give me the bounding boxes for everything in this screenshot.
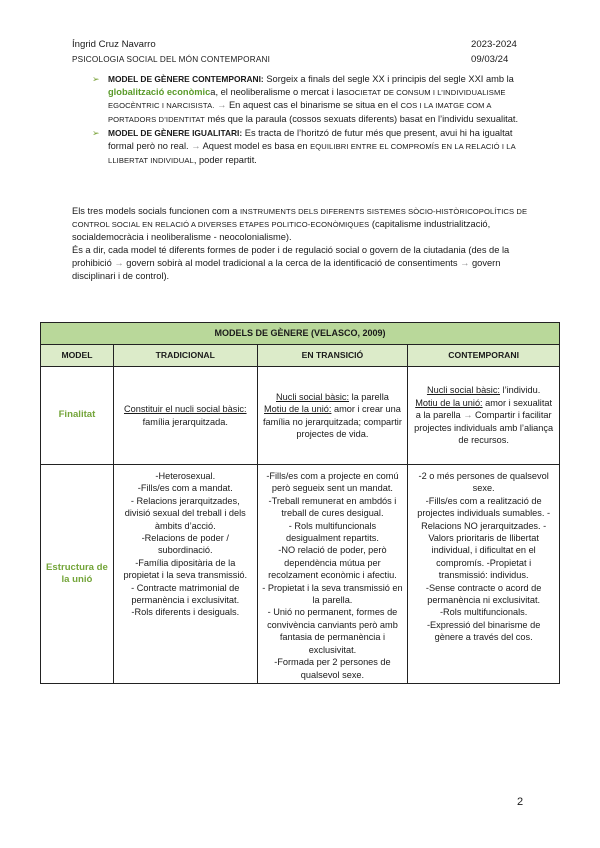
column-header-contemporani: CONTEMPORANI [408, 345, 560, 367]
table-title: MODELS DE GÈNERE (VELASCO, 2009) [41, 323, 560, 345]
body-paragraph [72, 205, 532, 283]
column-header-en-transicio: EN TRANSICIÓ [257, 345, 408, 367]
underlined-term: Nucli social bàsic: [276, 391, 350, 402]
column-header-tradicional: TRADICIONAL [113, 345, 257, 367]
smallcaps-text: EQUILIBRI ENTRE EL COMPROMÍS EN LA RELACIÓ I LA LLIBERTAT INDIVIDUAL [108, 141, 516, 165]
paragraph-text: Els tres models socials funcionen com a [72, 206, 240, 216]
list-item: - Propietat i la seva transmissió en la parella. [262, 582, 403, 606]
paragraph-line [72, 244, 532, 283]
arrow-icon: → [460, 258, 470, 268]
academic-year: 2023-2024 [471, 39, 517, 50]
bullet-contemporani [92, 73, 532, 126]
cell-finalitat-tradicional [113, 367, 257, 465]
list-item: -Fills/es com a projecte en comú però segueix sent un mandat. [266, 471, 399, 494]
bullet-text: Sorgeix a finals del segle XX i principis del segle XXI amb la [263, 74, 514, 84]
paragraph-text: govern disciplinari i de control). [72, 258, 501, 281]
smallcaps-text: INSTRUMENTS DELS DIFERENTS SISTEMES SÒCIO-HISTÒRICOPOLÍTICS DE CONTROL SOCIAL EN RELACIÓ A DIVERSES ETAPES POLITICO-ECONÒMIQUES [72, 207, 528, 229]
list-item: -Fills/es com a realització de projectes individuals sumables. -Relacions NO jerarquitzades. -Valors prioritaris de llibertat individual, i dificultat en el compromís. -Propietat i transmissió: individus. [417, 495, 551, 581]
list-item: - Unió no permanent, formes de convivència canviants però amb fantasia de permanència i exclusivitat. [267, 607, 398, 655]
list-item: -Relacions de poder / subordinació. [141, 533, 229, 556]
cell-text: la parella [349, 391, 389, 402]
document-date: 09/03/24 [471, 54, 509, 65]
cell-finalitat-transicio [257, 367, 408, 465]
smallcaps-text: SOCIETAT DE CONSUM I L’INDIVIDUALISME EGOCÈNTRIC I NARCISISTA. [108, 87, 506, 111]
cell-text: Compartir i facilitar projectes individuals amb l’aliança de recursos. [414, 410, 554, 446]
cell-text: família jerarquitzada. [142, 416, 228, 427]
underlined-term: Nucli social bàsic: [426, 385, 500, 396]
arrow-bullet-icon: ➢ [92, 74, 100, 84]
bullet-text: Es tracta de l’horitzó de futur més que present, avui hi ha igualtat formal però no real. [108, 128, 513, 151]
author-name: Íngrid Cruz Navarro [72, 39, 156, 50]
paragraph-text: (capitalisme industrialització, socialdemocràcia i neoliberalisme - neocolonialisme). [72, 219, 491, 242]
table-row-estructura [41, 465, 560, 684]
page-number: 2 [517, 796, 524, 808]
cell-text: l’individu. [499, 385, 541, 396]
row-label-finalitat: Finalitat [41, 367, 114, 465]
underlined-term: Motiu de la unió: [264, 404, 332, 415]
arrow-icon: → [463, 410, 473, 421]
paragraph-text: govern sobirà al model tradicional a la cerca de la identificació de consentiments [123, 258, 461, 268]
list-item: -Sense contracte o acord de permanència ni exclusivitat. [425, 582, 542, 606]
cell-estructura-contemporani [408, 465, 560, 684]
list-item: - Rols multifuncionals desigualment repartits. [285, 520, 379, 544]
list-item: -Família dipositària de la propietat i la seva transmissió. [123, 557, 248, 581]
row-label-estructura: Estructura de la unió [41, 465, 114, 684]
list-item: -2 o més persones de qualsevol sexe. [418, 471, 549, 494]
arrow-bullet-icon: ➢ [92, 128, 100, 139]
cell-text: amor i sexualitat a la parella [415, 397, 553, 421]
arrow-icon: → [114, 258, 124, 268]
paragraph-line [72, 205, 532, 244]
cell-estructura-tradicional [113, 465, 257, 684]
list-item: - Contracte matrimonial de permanència i exclusivitat. [131, 582, 240, 606]
bullet-list [92, 73, 532, 168]
list-item: -Expressió del binarisme de gènere a través del cos. [426, 619, 541, 643]
table-header-row [41, 345, 560, 367]
gender-models-table [40, 322, 560, 684]
arrow-icon: → [188, 140, 203, 151]
list-item: -Rols diferents i desiguals. [131, 607, 240, 618]
list-item: -Fills/es com a mandat. [137, 483, 233, 494]
arrow-icon: → [214, 100, 229, 111]
bullet-title: MODEL DE GÈNERE IGUALITARI: [108, 128, 243, 139]
smallcaps-text: COS I LA IMATGE COM A PORTADORS D’IDENTITAT [108, 101, 492, 124]
bullet-text: a, el neoliberalisme o mercat i la [210, 86, 344, 97]
table-row-finalitat [41, 367, 560, 465]
list-item: -Treball remunerat en ambdós i treball de cures desigual. [268, 495, 397, 519]
cell-text: amor i crear una família no jerarquitzada; compartir projectes de vida. [262, 404, 402, 439]
underlined-term: Motiu de la unió: [415, 397, 483, 408]
list-item: -Rols multifuncionals. [439, 607, 528, 618]
bullet-text: En aquest cas el binarisme se situa en el [228, 100, 401, 111]
column-header-model: MODEL [41, 345, 114, 367]
list-item: -Formada per 2 persones de qualsevol sexe. [274, 657, 391, 680]
list-item: -Heterosexual. [155, 471, 216, 481]
bullet-text: , poder repartit. [193, 154, 257, 165]
course-title: PSICOLOGIA SOCIAL DEL MÓN CONTEMPORANI [72, 55, 271, 64]
highlight-text: globalització econòmic [108, 86, 211, 97]
bullet-title: MODEL DE GÈNERE CONTEMPORANI: [108, 74, 264, 84]
bullet-text: Aquest model es basa en [202, 140, 311, 151]
cell-finalitat-contemporani [408, 367, 560, 465]
bullet-text: més que la paraula (cossos sexuats diferents) basat en l’individu sexualitat. [204, 113, 519, 124]
paragraph-text: És a dir, cada model té diferents formes de poder i de regulació social o govern de la ciutadania (des de la prohibició [72, 245, 510, 268]
underlined-term: Constituir el nucli social bàsic: [123, 404, 247, 415]
list-item: - Relacions jerarquitzades, divisió sexual del treball i dels àmbits d’acció. [124, 495, 246, 531]
cell-estructura-transicio [257, 465, 408, 684]
bullet-igualitari [92, 127, 532, 167]
list-item: -NO relació de poder, però dependència mútua per recolzament econòmic i afectiu. [268, 545, 397, 581]
